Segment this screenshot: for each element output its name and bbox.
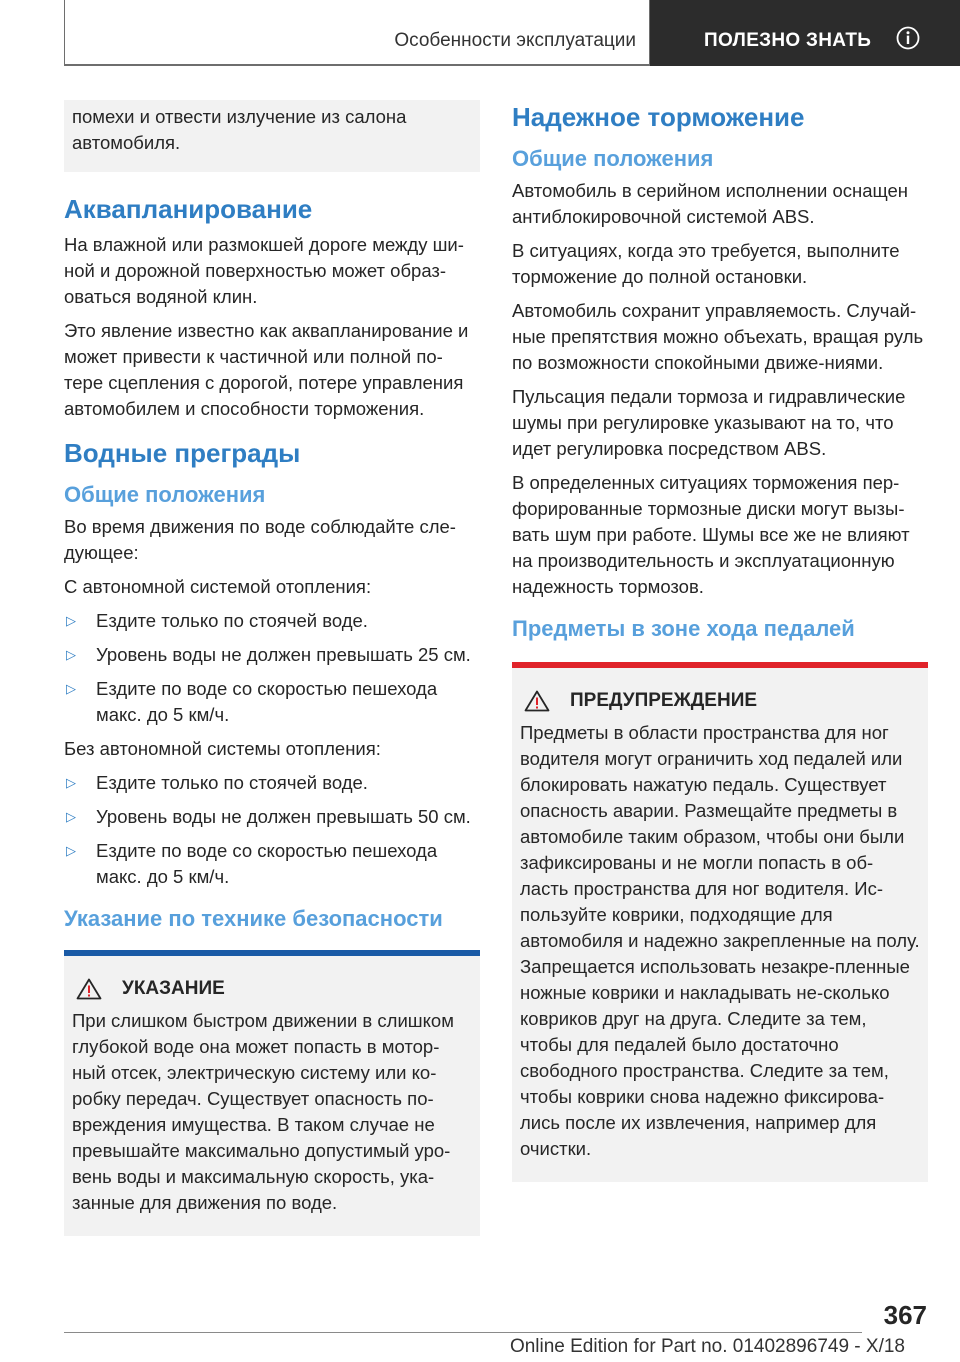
without-heating-label: Без автономной системы отопления: [64, 738, 381, 759]
list-item: ▷ Ездите по воде со скоростью пешехода макс. до 5 км/ч. [64, 676, 480, 728]
list-item: ▷ Уровень воды не должен превышать 50 см. [64, 804, 480, 830]
braking-p2: В ситуациях, когда это требуется, выполните торможение до полной остановки. [512, 240, 900, 287]
braking-p3: Автомобиль сохранит управляемость. Случай-ные препятствия можно объехать, вращая руль по возможности спокойными движе-ниями. [512, 300, 924, 373]
braking-p4: Пульсация педали тормоза и гидравлические шумы при регулировке указывают на то, что идет регулировка посредством ABS. [512, 386, 906, 459]
warning-triangle-icon [76, 978, 102, 1000]
note-text: При слишком быстром движении в слишком глубокой воде она может попасть в мотор-ный отсек, электрическую систему или ко-робку передач. Существует опасность по-вреждения имущества. В таком случае не превышайте максимально допустимый уро-вень воды и максимальную скорость, ука-занные для движения по воде. [72, 1010, 454, 1213]
right-column [512, 100, 928, 1182]
edition-text: Online Edition for Part no. 01402896749 - X/18 [509, 1336, 905, 1357]
braking-p5: В определенных ситуациях торможения пер-форированные тормозные диски могут вызы-вать шум при работе. Шумы все же не влияют на производительность и эксплуатационную надежность тормозов. [512, 472, 910, 597]
intro-box [64, 100, 480, 172]
braking-subtitle: Общие положения [512, 146, 714, 171]
aquaplaning-p1: На влажной или размокшей дороге между ши-ной и дорожной поверхностью может образ-оваться водяной клин. [64, 234, 464, 307]
list-item: ▷ Ездите только по стоячей воде. [64, 608, 480, 634]
aquaplaning-p2: Это явление известно как аквапланирование и может привести к частичной или полной по-тере сцепления с дорогой, потере управления автомобилем и способности торможения. [64, 320, 469, 419]
bullet-triangle-icon: ▷ [66, 613, 76, 628]
page-header [0, 0, 960, 66]
water-p1: Во время движения по воде соблюдайте сле-дующее: [64, 516, 456, 563]
braking-title: Надежное торможение [512, 102, 805, 132]
header-tag: ПОЛЕЗНО ЗНАТЬ [704, 30, 872, 51]
list-item: ▷ Уровень воды не должен превышать 25 см. [64, 642, 480, 668]
list-item: ▷ Ездите по воде со скоростью пешехода макс. до 5 км/ч. [64, 838, 480, 890]
footer-divider [64, 1332, 862, 1333]
water-title: Водные преграды [64, 438, 301, 468]
warning-text: Предметы в области пространства для ног водителя могут ограничить ход педалей или блокировать нажатую педаль. Существует опасность аварии. Размещайте предметы в автомобиле таким образом, чтобы они были зафиксированы и не могли попасть в об-ласть пространства для ног водителя. Ис-пользуйте коврики, подходящие для автомобиля и надежно закрепленные на полу. Запрещается использовать незакре-пленные ножные коврики и накладывать не-сколько ковриков друг на друга. Следите за тем, чтобы для педалей было достаточно свободного пространства. Следите за тем, чтобы коврики снова надежно фиксирова-лись после их извлечения, например для очистки. [520, 722, 920, 1159]
without-heating-list [64, 770, 480, 890]
warning-triangle-icon [524, 690, 550, 712]
bullet-triangle-icon: ▷ [66, 775, 76, 790]
warning-header [520, 688, 920, 714]
bullet-triangle-icon: ▷ [66, 809, 76, 824]
intro-text: помехи и отвести излучение из салона автомобиля. [72, 106, 407, 153]
info-icon [896, 26, 920, 50]
aquaplaning-title: Аквапланирование [64, 194, 313, 224]
left-column [64, 100, 480, 1236]
note-title: УКАЗАНИЕ [122, 978, 225, 999]
list-item: ▷ Ездите только по стоячей воде. [64, 770, 480, 796]
braking-p1: Автомобиль в серийном исполнении оснащен антиблокировочной системой ABS. [512, 180, 909, 227]
warning-box [512, 662, 928, 1182]
warning-title: ПРЕДУПРЕЖДЕНИЕ [570, 690, 758, 711]
with-heating-label: С автономной системой отопления: [64, 576, 372, 597]
note-box [64, 950, 480, 1236]
page-footer [0, 1290, 960, 1362]
bullet-triangle-icon: ▷ [66, 647, 76, 662]
page-number: 367 [883, 1300, 927, 1330]
bullet-triangle-icon: ▷ [66, 681, 76, 696]
water-subtitle: Общие положения [64, 482, 266, 507]
safety-title: Указание по технике безопасности [64, 906, 443, 931]
with-heating-list [64, 608, 480, 728]
bullet-triangle-icon: ▷ [66, 843, 76, 858]
section-title: Особенности эксплуатации [394, 30, 636, 51]
note-header [72, 976, 472, 1002]
pedals-title: Предметы в зоне хода педалей [512, 616, 855, 641]
